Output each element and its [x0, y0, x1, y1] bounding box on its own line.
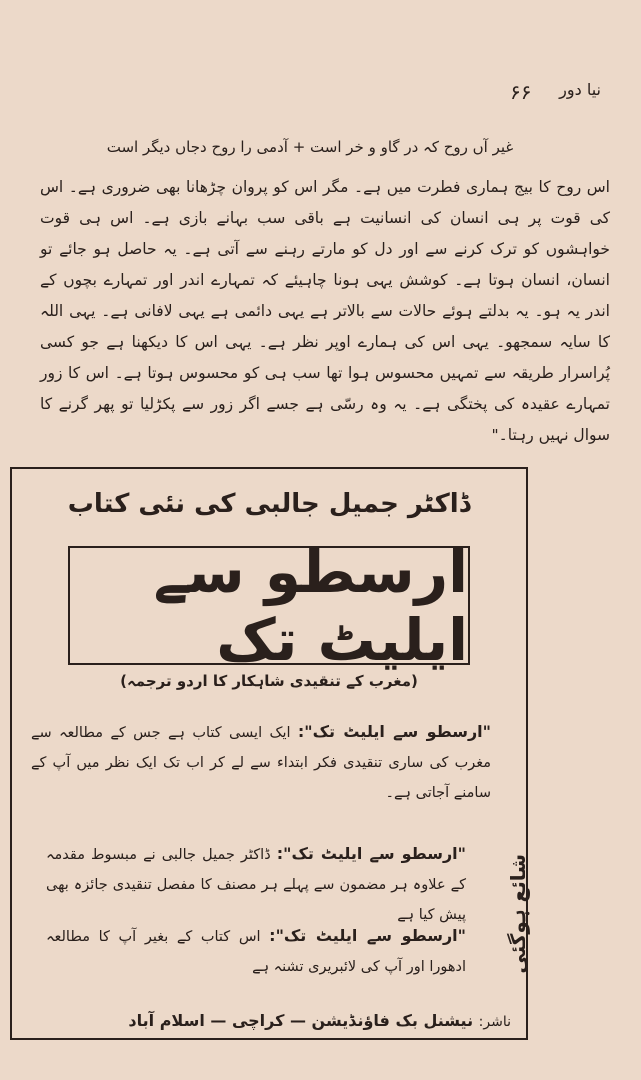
persian-couplet: غیر آں روح کہ در گاو و خر است + آدمی را روح دجاں دیگر است — [106, 138, 514, 156]
book-title: ارسطو سے ایلیٹ تک — [153, 537, 468, 674]
publisher-line — [27, 1011, 511, 1030]
page-header — [40, 80, 601, 108]
page-number: ۶۶ — [510, 80, 532, 104]
book-subtitle: (مغرب کے تنقیدی شاہکار کا اردو ترجمہ) — [120, 672, 418, 690]
review-text: ایک ایسی کتاب ہے جس کے مطالعہ سے مغرب کی ساری تنقیدی فکر ابتداء سے لے کر اب تک ایک نظر میں آپ کے سامنے آجاتی ہے۔ — [31, 725, 491, 801]
paragraph-text: اس روح کا بیج ہماری فطرت میں ہے۔ مگر اس کو پروان چڑھانا بھی ضروری ہے۔ اس کی قوت پر ہی انسان کی انسانیت ہے باقی سب بہانے بازی ہے۔ اس ہی قوت خواہشوں کو ترک کرنے سے اور دل کو مارتے رہنے سے آتی ہے۔ یہ حاصل ہو جائے تو انسان، انسان ہوتا ہے۔ کوشش یہی ہونا چاہیئے کہ تمہارے اندر اور تمہارے بچوں کے اندر یہ ہو۔ یہ بدلتے ہوئے حالات سے بالاتر ہے یہی دائمی ہے یہی لافانی ہے۔ یہی اللہ کا سایہ سمجھو۔ یہی اس کی ہمارے اوپر نظر ہے۔ یہی اس کا دیکھنا ہے جو کسی پُراسرار طریقہ سے تمہیں محسوس ہوا تھا سب ہی کو محسوس ہوتا ہے۔ اس کا زور تمہارے عقیدہ کی پختگی ہے۔ یہ وہ رسّی ہے جسے اگر زور سے پکڑلیا تو پھر گرنے کا سوال نہیں رہتا۔" — [40, 178, 610, 444]
body-paragraph — [40, 172, 610, 451]
review-quote: "ارسطو سے ایلیٹ تک": — [276, 844, 467, 863]
book-advertisement — [10, 467, 528, 1040]
review-3 — [46, 921, 466, 982]
review-text: اس کتاب کے بغیر آپ کا مطالعہ ادھورا اور آپ کی لائبریری تشنہ ہے — [46, 929, 466, 975]
review-text: ڈاکٹر جمیل جالبی نے مبسوط مقدمہ کے علاوہ ہر مضمون سے پہلے ہر مصنف کا مفصل تنقیدی جائزہ بھی پیش کیا ہے — [46, 847, 466, 923]
published-side-label: شائع ہوگئی — [506, 854, 530, 974]
publisher-label: ناشر: — [478, 1014, 511, 1030]
publisher-name: نیشنل بک فاؤنڈیشن — کراچی — اسلام آباد — [128, 1011, 474, 1030]
review-quote: "ارسطو سے ایلیٹ تک": — [297, 722, 492, 741]
journal-name: نیا دور — [559, 80, 601, 99]
book-title-box — [68, 537, 470, 674]
review-1 — [31, 717, 491, 808]
ad-heading: ڈاکٹر جمیل جالبی کی نئی کتاب — [67, 489, 471, 519]
review-2 — [46, 839, 466, 930]
review-quote: "ارسطو سے ایلیٹ تک": — [269, 926, 467, 945]
